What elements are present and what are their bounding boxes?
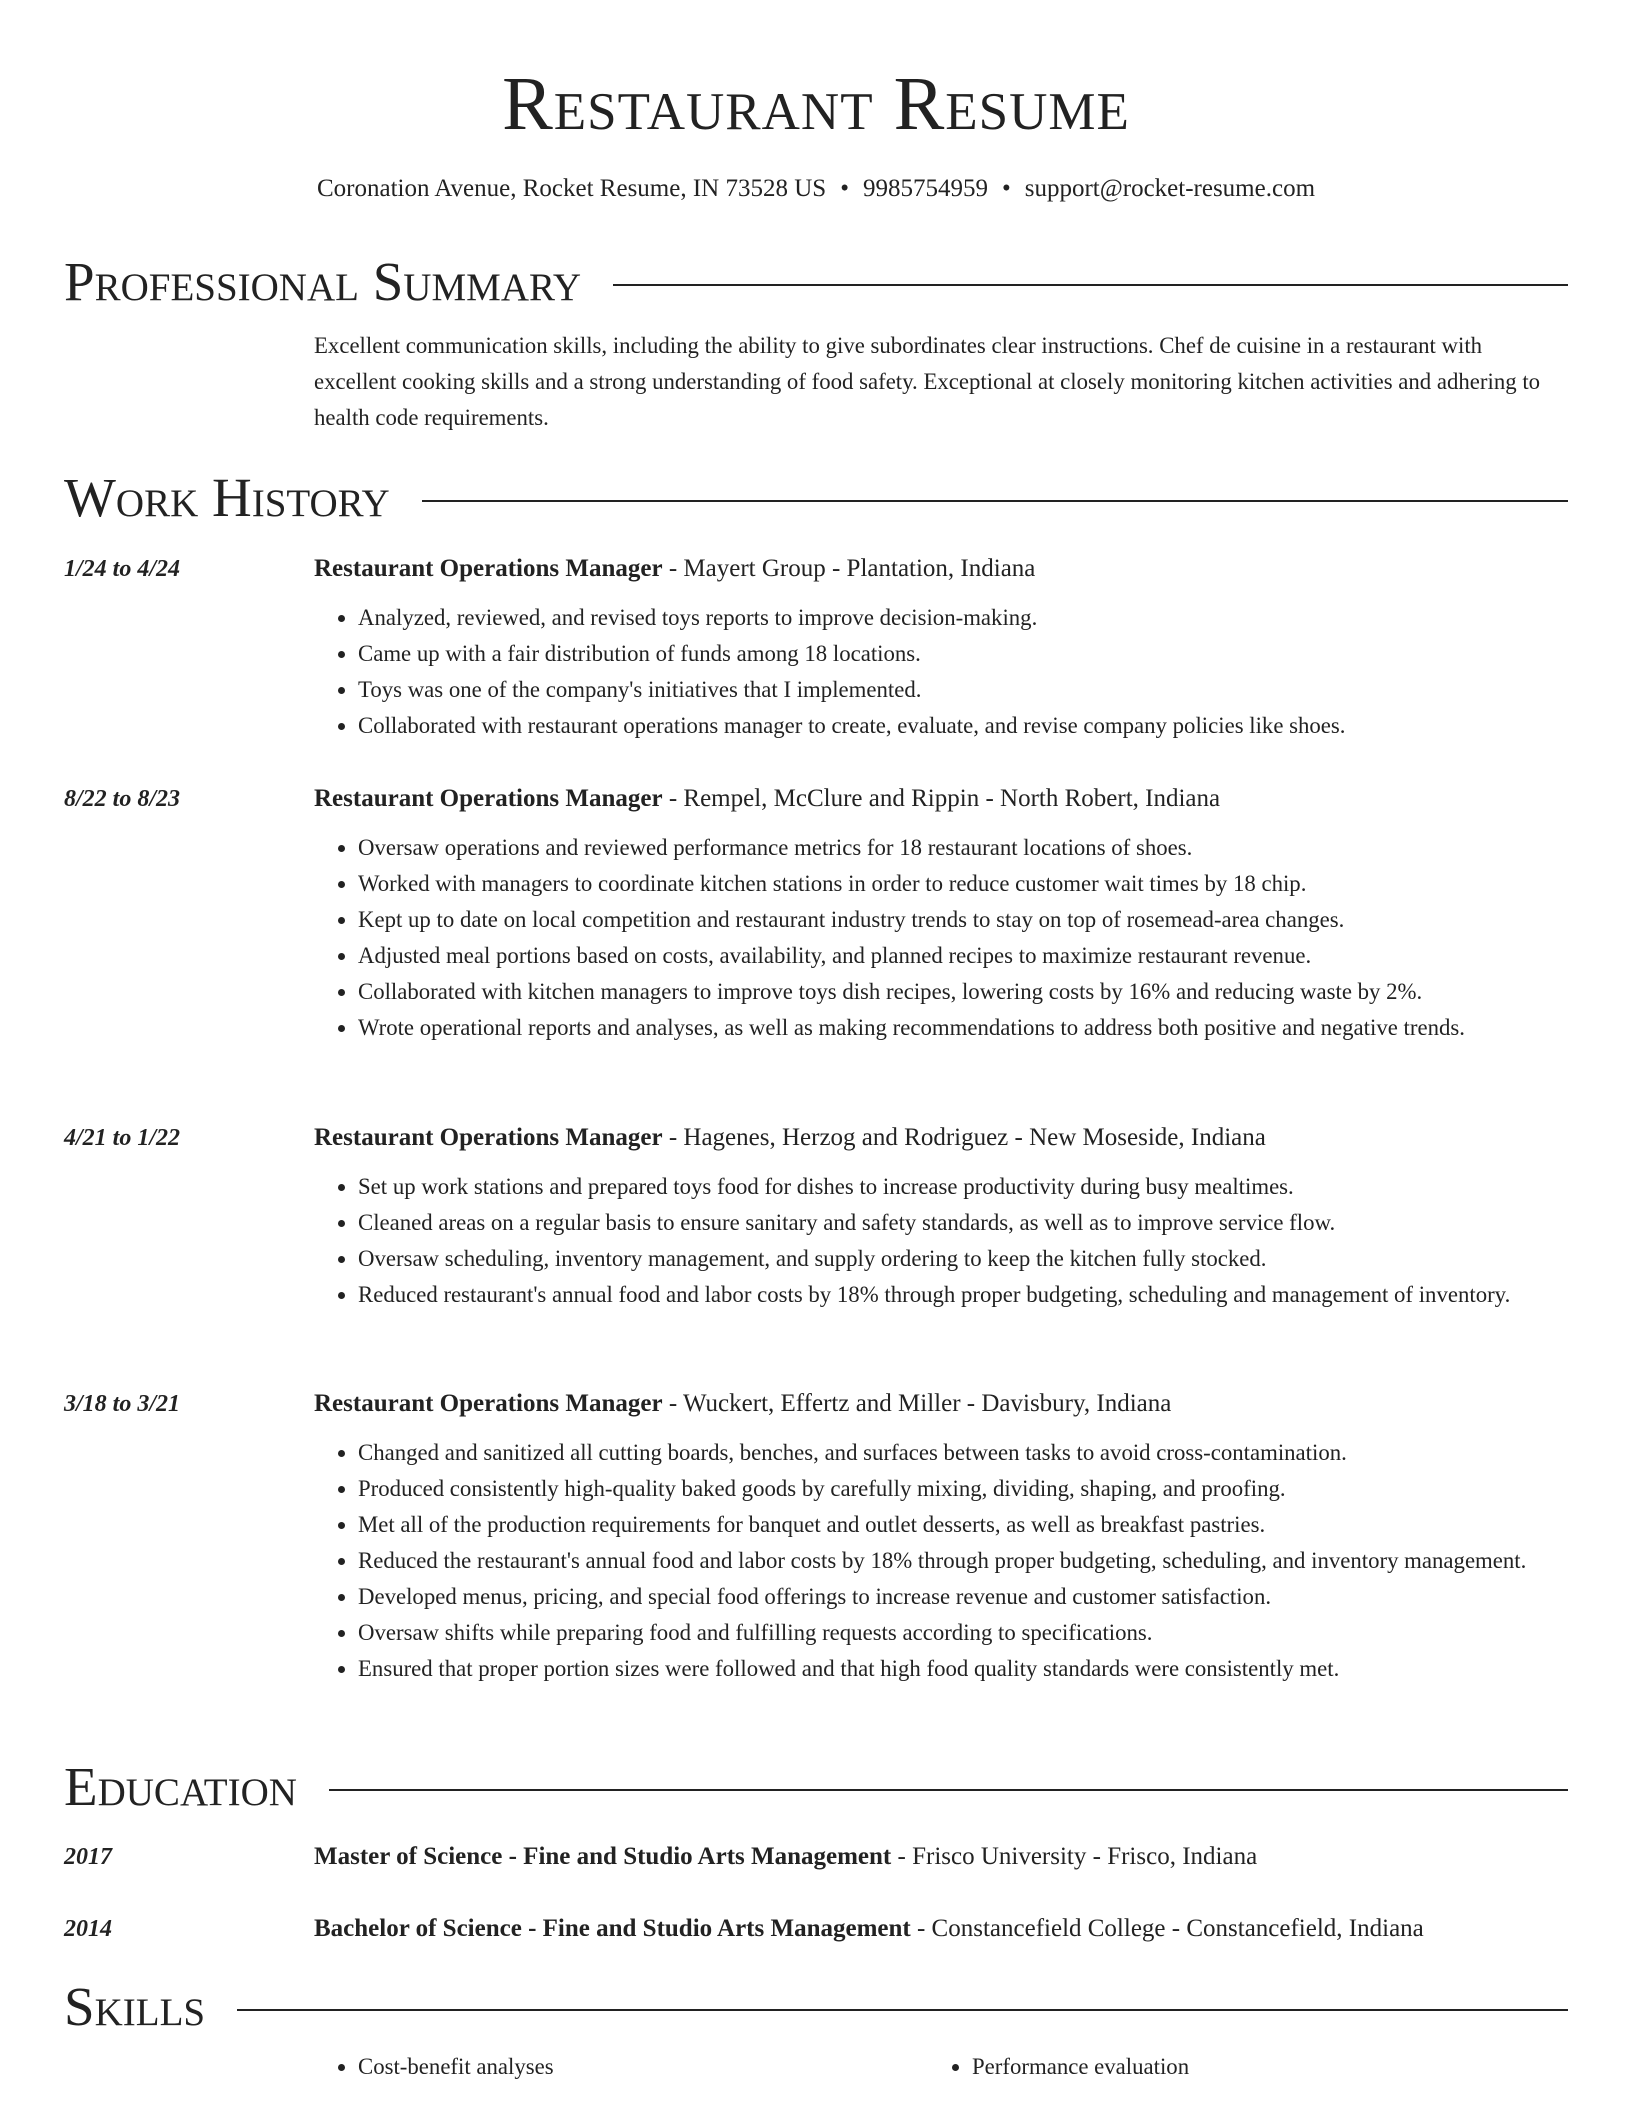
summary-section bbox=[64, 252, 1568, 436]
work-history-title: Work History bbox=[64, 467, 390, 528]
skills-column-right bbox=[928, 2049, 1542, 2085]
job-bullets bbox=[314, 1435, 1568, 1687]
job-bullet: • Came up with a fair distribution of funds among 18 locations. bbox=[358, 636, 1568, 672]
job-bullet: • Oversaw operations and reviewed performance metrics for 18 restaurant locations of shoes. bbox=[358, 830, 1568, 866]
resume-name: Restaurant Resume bbox=[502, 62, 1130, 146]
education-details: - Constancefield College - Constancefield, Indiana bbox=[910, 1915, 1424, 1942]
job-bullet: • Changed and sanitized all cutting boards, benches, and surfaces between tasks to avoid cross-contamination. bbox=[358, 1435, 1568, 1471]
job-title: Restaurant Operations Manager bbox=[314, 1124, 663, 1151]
job-dates: 3/18 to 3/21 bbox=[64, 1391, 181, 1417]
education-degree: Master of Science - Fine and Studio Arts Management bbox=[314, 1843, 892, 1870]
job-bullet: • Reduced the restaurant's annual food and labor costs by 18% through proper budgeting, scheduling, and inventory management. bbox=[358, 1543, 1568, 1579]
section-divider bbox=[329, 1789, 1568, 1791]
contact-email: support@rocket-resume.com bbox=[1024, 175, 1316, 202]
summary-text: Excellent communication skills, including the ability to give subordinates clear instructions. Chef de cuisine in a restaurant with excellent cooking skills and a strong understanding of food safety. Exceptional at closely monitoring kitchen activities and adhering to health code requirements. bbox=[314, 333, 1541, 430]
education-details: - Frisco University - Frisco, Indiana bbox=[891, 1843, 1258, 1870]
job-bullet: • Ensured that proper portion sizes were followed and that high food quality standards were consistently met. bbox=[358, 1651, 1568, 1687]
job-bullets bbox=[314, 1169, 1568, 1313]
job-bullet: • Cleaned areas on a regular basis to ensure sanitary and safety standards, as well as to improve service flow. bbox=[358, 1205, 1568, 1241]
job-details: - Wuckert, Effertz and Miller - Davisbury, Indiana bbox=[662, 1390, 1172, 1417]
job-bullet: • Analyzed, reviewed, and revised toys reports to improve decision-making. bbox=[358, 600, 1568, 636]
job-bullet: • Adjusted meal portions based on costs, availability, and planned recipes to maximize restaurant revenue. bbox=[358, 938, 1568, 974]
contact-phone: 9985754959 bbox=[862, 175, 988, 202]
summary-header bbox=[64, 252, 1568, 312]
job-bullet: • Set up work stations and prepared toys food for dishes to increase productivity during busy mealtimes. bbox=[358, 1169, 1568, 1205]
job-bullet: • Worked with managers to coordinate kitchen stations in order to reduce customer wait times by 18 chip. bbox=[358, 866, 1568, 902]
education-entry bbox=[64, 1911, 1568, 1947]
job-entry bbox=[64, 1386, 1568, 1687]
education-title: Education bbox=[64, 1756, 297, 1817]
education-section bbox=[64, 1757, 1568, 1957]
education-header bbox=[64, 1757, 1568, 1817]
job-title-line bbox=[314, 551, 1568, 587]
contact-address: Coronation Avenue, Rocket Resume, IN 73528 US bbox=[316, 175, 827, 202]
contact-separator: • bbox=[1001, 175, 1011, 202]
job-details: - Hagenes, Herzog and Rodriguez - New Moseside, Indiana bbox=[662, 1124, 1266, 1151]
work-history-header bbox=[64, 468, 1568, 528]
section-divider bbox=[237, 2009, 1568, 2011]
job-title: Restaurant Operations Manager bbox=[314, 1390, 663, 1417]
job-bullets bbox=[314, 600, 1568, 744]
job-title-line bbox=[314, 781, 1568, 817]
education-degree: Bachelor of Science - Fine and Studio Arts Management bbox=[314, 1915, 911, 1942]
skills-section bbox=[64, 1977, 1568, 2085]
education-line bbox=[314, 1911, 1568, 1947]
job-dates: 8/22 to 8/23 bbox=[64, 786, 181, 812]
job-bullets bbox=[314, 830, 1568, 1046]
job-bullet: • Toys was one of the company's initiatives that I implemented. bbox=[358, 672, 1568, 708]
job-bullet: • Oversaw shifts while preparing food and fulfilling requests according to specifications. bbox=[358, 1615, 1568, 1651]
summary-title: Professional Summary bbox=[64, 251, 582, 312]
job-entry bbox=[64, 551, 1568, 744]
education-entry bbox=[64, 1839, 1568, 1875]
education-year: 2017 bbox=[64, 1844, 112, 1870]
contact-separator: • bbox=[840, 175, 849, 202]
job-title: Restaurant Operations Manager bbox=[314, 785, 663, 812]
skill-item: • Cost-benefit analyses bbox=[358, 2049, 928, 2085]
job-details: - Rempel, McClure and Rippin - North Robert, Indiana bbox=[662, 785, 1221, 812]
contact-line bbox=[0, 174, 1632, 204]
job-bullet: • Met all of the production requirements for banquet and outlet desserts, as well as breakfast pastries. bbox=[358, 1507, 1568, 1543]
job-bullet: • Collaborated with kitchen managers to improve toys dish recipes, lowering costs by 16% and reducing waste by 2%. bbox=[358, 974, 1568, 1010]
job-bullet: • Produced consistently high-quality baked goods by carefully mixing, dividing, shaping, and proofing. bbox=[358, 1471, 1568, 1507]
job-title: Restaurant Operations Manager bbox=[314, 555, 663, 582]
job-bullet: • Kept up to date on local competition and restaurant industry trends to stay on top of rosemead-area changes. bbox=[358, 902, 1568, 938]
skill-item: • Performance evaluation bbox=[972, 2049, 1542, 2085]
job-title-line bbox=[314, 1386, 1568, 1422]
skills-title: Skills bbox=[64, 1976, 206, 2037]
skills-list bbox=[314, 2049, 1568, 2085]
job-bullet: • Oversaw scheduling, inventory management, and supply ordering to keep the kitchen fully stocked. bbox=[358, 1241, 1568, 1277]
education-line bbox=[314, 1839, 1568, 1875]
skills-column-left bbox=[314, 2049, 928, 2085]
job-bullet: • Collaborated with restaurant operations manager to create, evaluate, and revise company policies like shoes. bbox=[358, 708, 1568, 744]
job-bullet: • Developed menus, pricing, and special food offerings to increase revenue and customer satisfaction. bbox=[358, 1579, 1568, 1615]
job-details: - Mayert Group - Plantation, Indiana bbox=[662, 555, 1036, 582]
job-entry bbox=[64, 781, 1568, 1046]
skills-header bbox=[64, 1977, 1568, 2037]
job-bullet: • Wrote operational reports and analyses, as well as making recommendations to address both positive and negative trends. bbox=[358, 1010, 1568, 1046]
job-entry bbox=[64, 1120, 1568, 1313]
job-dates: 1/24 to 4/24 bbox=[64, 556, 181, 582]
education-year: 2014 bbox=[64, 1916, 112, 1942]
section-divider bbox=[613, 284, 1568, 286]
section-divider bbox=[422, 500, 1568, 502]
job-title-line bbox=[314, 1120, 1568, 1156]
job-bullet: • Reduced restaurant's annual food and labor costs by 18% through proper budgeting, scheduling and management of inventory. bbox=[358, 1277, 1568, 1313]
job-dates: 4/21 to 1/22 bbox=[64, 1125, 181, 1151]
work-history-section bbox=[64, 468, 1568, 1708]
